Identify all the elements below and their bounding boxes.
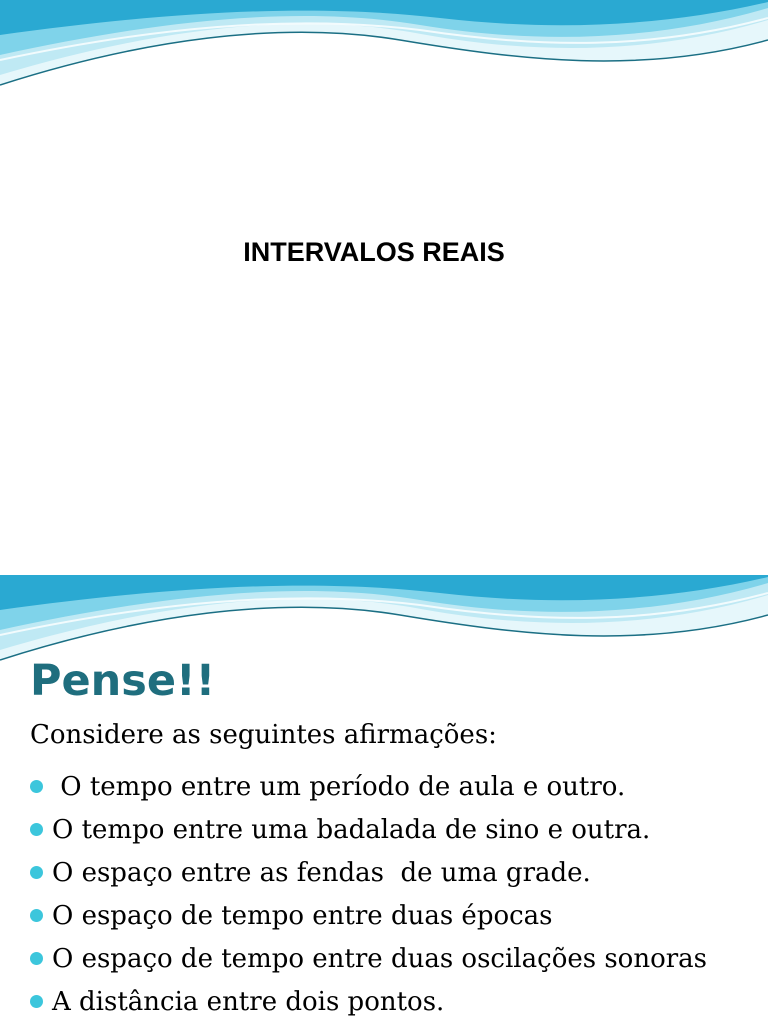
bullet-text: O espaço entre as fendas de uma grade.	[52, 857, 591, 888]
wave-header-decoration	[0, 0, 768, 100]
bullet-list	[30, 765, 707, 1023]
round-bullet-icon	[30, 866, 43, 879]
round-bullet-icon	[30, 952, 43, 965]
round-bullet-icon	[30, 780, 43, 793]
intro-text: Considere as seguintes afirmações:	[30, 720, 497, 750]
slide-heading: Pense!!	[30, 656, 216, 706]
slide-title-heading: INTERVALOS REAIS	[243, 237, 505, 267]
list-item	[30, 765, 707, 808]
bullet-text: O espaço de tempo entre duas épocas	[52, 900, 553, 931]
list-item	[30, 808, 707, 851]
bullet-text: O espaço de tempo entre duas oscilações sonoras	[52, 943, 708, 974]
round-bullet-icon	[30, 823, 43, 836]
list-item	[30, 937, 707, 980]
list-item	[30, 980, 707, 1023]
bullet-text: O tempo entre uma badalada de sino e outra.	[52, 814, 651, 845]
round-bullet-icon	[30, 909, 43, 922]
round-bullet-icon	[30, 995, 43, 1008]
bullet-text: A distância entre dois pontos.	[52, 986, 445, 1017]
list-item	[30, 894, 707, 937]
bullet-text: O tempo entre um período de aula e outro.	[52, 771, 626, 802]
list-item	[30, 851, 707, 894]
slide-content	[0, 575, 768, 1024]
